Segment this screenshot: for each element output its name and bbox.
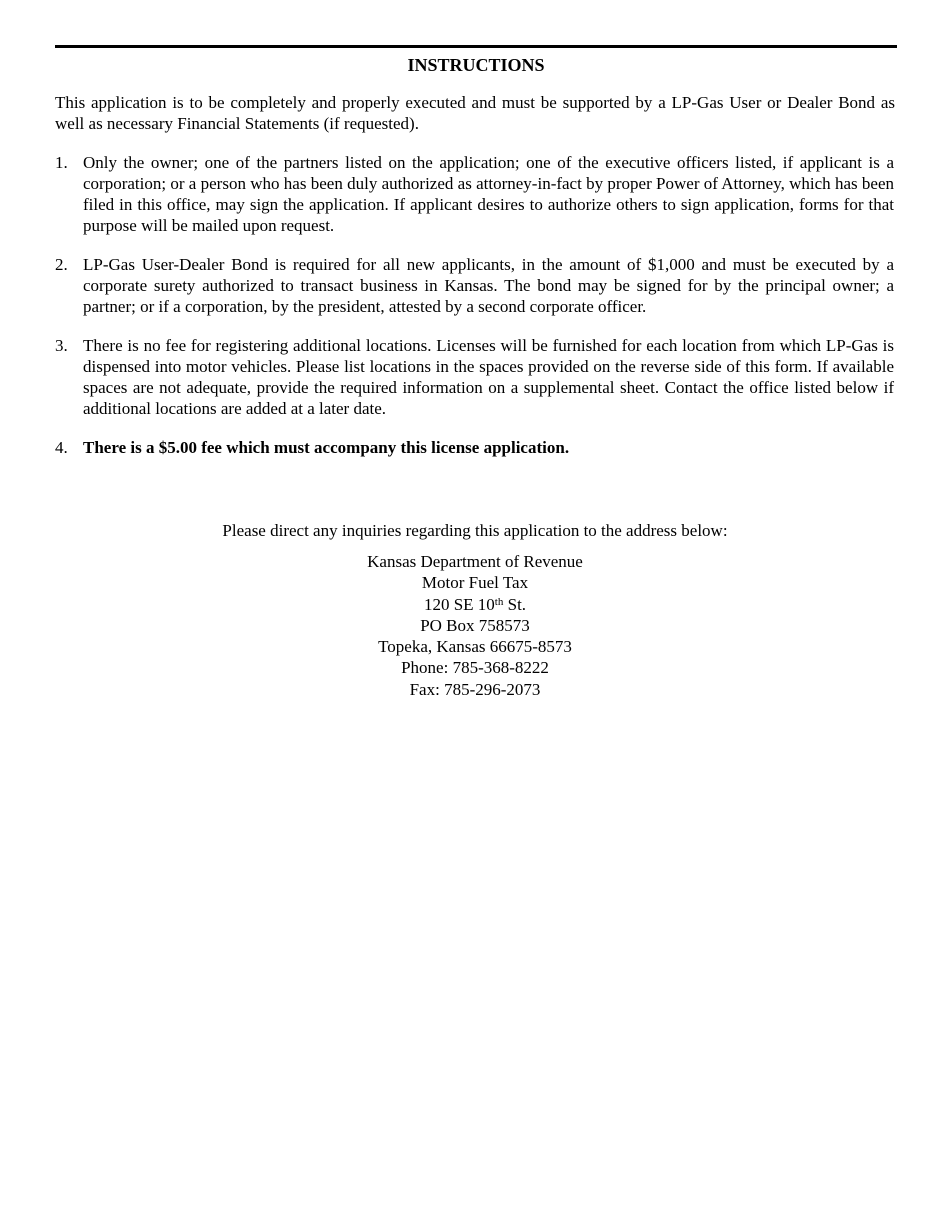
top-rule (55, 45, 897, 48)
address-street-suffix: St. (503, 594, 527, 614)
list-item (55, 254, 894, 317)
instructions-page (55, 45, 897, 700)
list-item-number: 1. (55, 153, 68, 172)
intro-paragraph: This application is to be completely and properly executed and must be supported by a LP-Gas User or Dealer Bond as well as necessary Financial Statements (if requested). (55, 93, 895, 133)
list-item (55, 152, 894, 236)
address-street (55, 594, 895, 615)
list-item-text: LP-Gas User-Dealer Bond is required for all new applicants, in the amount of $1,000 and must be executed by a corporate surety authorized to transact business in Kansas. The bond may be signed for by the principal owner; a partner; or if a corporation, by the president, attested by a second corporate officer. (83, 255, 894, 316)
instructions-heading: INSTRUCTIONS (407, 55, 545, 75)
address-city: Topeka, Kansas 66675-8573 (378, 637, 572, 657)
list-item-number: 2. (55, 255, 68, 274)
address-org: Kansas Department of Revenue (367, 552, 583, 571)
list-item-text: Only the owner; one of the partners listed on the application; one of the executive officers listed, if applicant is a corporation; or a person who has been duly authorized as attorney-in-fact by proper Power of Attorney, which has been filed in this office, may sign the application. If applicant desires to authorize others to sign application, forms for that purpose will be mailed upon request. (83, 153, 894, 235)
address-po-box: PO Box 758573 (420, 615, 530, 635)
instructions-list (55, 152, 897, 458)
address-fax: Fax: 785-296-2073 (409, 679, 541, 699)
address-division: Motor Fuel Tax (421, 573, 529, 593)
list-item-text: There is no fee for registering additional locations. Licenses will be furnished for each location from which LP-Gas is dispensed into motor vehicles. Please list locations in the spaces provided on the reverse side of this form. If available spaces are not adequate, provide the required information on a supplemental sheet. Contact the office listed below if additional locations are added at a later date. (83, 336, 894, 418)
list-item (55, 335, 894, 419)
inquiry-text: Please direct any inquiries regarding this application to the address below: (222, 521, 728, 540)
list-item-number: 4. (55, 438, 68, 457)
list-item (55, 437, 894, 458)
address-street-number: 120 SE 10 (423, 594, 495, 614)
fee-notice-text: There is a $5.00 fee which must accompany this license application. (83, 438, 570, 457)
address-street-ordinal: th (494, 595, 504, 608)
address-phone: Phone: 785-368-8222 (401, 658, 549, 678)
list-item-number: 3. (55, 336, 68, 355)
mailing-address (55, 551, 895, 700)
